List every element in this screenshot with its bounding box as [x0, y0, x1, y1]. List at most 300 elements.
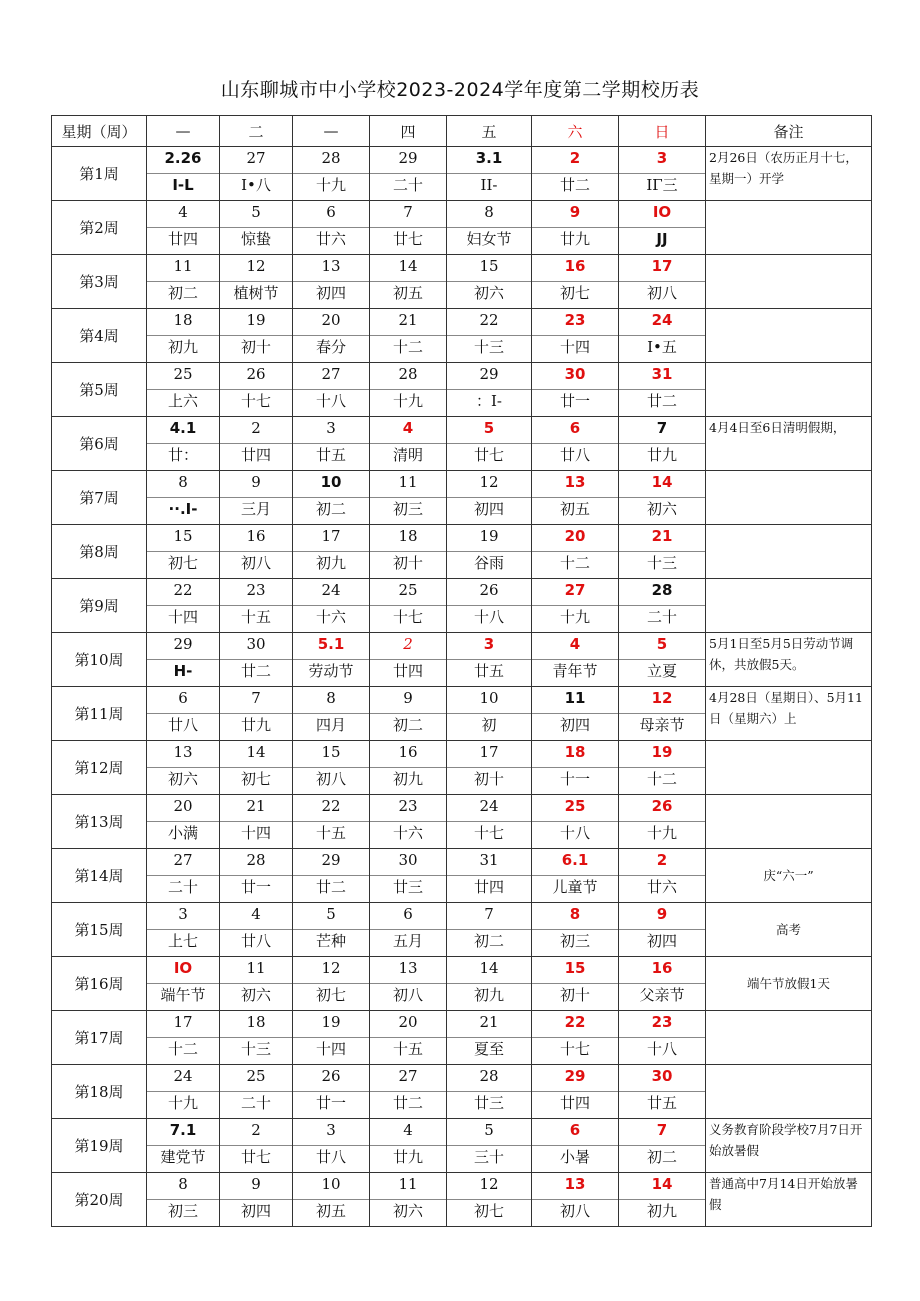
- day-cell: [370, 795, 447, 849]
- week-row: [52, 1119, 872, 1173]
- week-row: [52, 633, 872, 687]
- week-label: 第1周: [52, 147, 147, 201]
- week-label: 第9周: [52, 579, 147, 633]
- day-cell: [532, 903, 619, 957]
- day-cell: [619, 255, 706, 309]
- day-cell: [619, 1173, 706, 1227]
- school-calendar-table: [51, 115, 872, 1227]
- lunar-date: 初四: [559, 716, 590, 734]
- lunar-date: 十七: [559, 1040, 590, 1058]
- lunar-date: 初四: [473, 500, 504, 518]
- day-cell: [619, 471, 706, 525]
- day-cell: [220, 903, 293, 957]
- day-cell: [370, 957, 447, 1011]
- day-cell: [447, 309, 532, 363]
- day-cell: [532, 795, 619, 849]
- day-cell: [370, 741, 447, 795]
- lunar-date: 十四: [240, 824, 271, 842]
- solar-date: 30: [619, 1065, 705, 1092]
- solar-date: 8: [147, 1173, 219, 1200]
- lunar-date: 初七: [315, 986, 346, 1004]
- day-cell: [370, 1119, 447, 1173]
- lunar-date: 初八: [392, 986, 423, 1004]
- lunar-date: 十二: [392, 338, 423, 356]
- lunar-date: 十二: [559, 554, 590, 572]
- note-cell: 义务教育阶段学校7月7日开始放暑假: [706, 1119, 872, 1173]
- lunar-date: I-L: [172, 176, 194, 194]
- lunar-date: 十三: [646, 554, 677, 572]
- lunar-date: 初: [481, 716, 497, 734]
- solar-date: 28: [370, 363, 446, 390]
- day-cell: [293, 255, 370, 309]
- note-cell: [706, 579, 872, 633]
- day-cell: [447, 579, 532, 633]
- day-cell: [147, 849, 220, 903]
- day-cell: [370, 201, 447, 255]
- lunar-date: 廿五: [315, 446, 346, 464]
- day-cell: [147, 957, 220, 1011]
- day-cell: [532, 147, 619, 201]
- day-cell: [447, 363, 532, 417]
- solar-date: 16: [619, 957, 705, 984]
- lunar-date: 夏至: [473, 1040, 504, 1058]
- day-cell: [147, 579, 220, 633]
- lunar-date: 十七: [392, 608, 423, 626]
- day-cell: [532, 1173, 619, 1227]
- week-row: [52, 471, 872, 525]
- lunar-date: 三月: [240, 500, 271, 518]
- lunar-date: 四月: [315, 716, 346, 734]
- solar-date: 5.1: [293, 633, 369, 660]
- day-cell: [370, 147, 447, 201]
- solar-date: 18: [370, 525, 446, 552]
- day-cell: [447, 903, 532, 957]
- solar-date: 9: [532, 201, 618, 228]
- lunar-date: 廿九: [392, 1148, 423, 1166]
- day-cell: [370, 849, 447, 903]
- solar-date: 29: [532, 1065, 618, 1092]
- solar-date: 13: [532, 471, 618, 498]
- week-row: [52, 1173, 872, 1227]
- day-cell: [370, 687, 447, 741]
- lunar-date: 二十: [240, 1094, 271, 1112]
- day-cell: [220, 255, 293, 309]
- day-cell: [532, 633, 619, 687]
- lunar-date: 初十: [240, 338, 271, 356]
- day-cell: [220, 417, 293, 471]
- note-cell: 普通高中7月14日开始放暑假: [706, 1173, 872, 1227]
- week-column-header: 星期（周）: [52, 116, 147, 147]
- lunar-date: 初九: [167, 338, 198, 356]
- lunar-date: 初十: [473, 770, 504, 788]
- lunar-date: 初四: [315, 284, 346, 302]
- lunar-date: 廿：: [167, 446, 198, 464]
- day-cell: [370, 903, 447, 957]
- solar-date: 9: [220, 471, 292, 498]
- solar-date: 12: [220, 255, 292, 282]
- lunar-date: 十四: [315, 1040, 346, 1058]
- solar-date: IO: [619, 201, 705, 228]
- week-label: 第16周: [52, 957, 147, 1011]
- lunar-date: 初十: [559, 986, 590, 1004]
- day-cell: [619, 579, 706, 633]
- week-label: 第19周: [52, 1119, 147, 1173]
- day-cell: [147, 201, 220, 255]
- solar-date: 11: [147, 255, 219, 282]
- solar-date: 25: [370, 579, 446, 606]
- lunar-date: II-: [480, 176, 498, 194]
- week-label: 第10周: [52, 633, 147, 687]
- lunar-date: 初七: [240, 770, 271, 788]
- lunar-date: 廿四: [392, 662, 423, 680]
- lunar-date: 初二: [167, 284, 198, 302]
- day-cell: [532, 417, 619, 471]
- lunar-date: 初七: [559, 284, 590, 302]
- solar-date: 27: [293, 363, 369, 390]
- solar-date: 2: [220, 1119, 292, 1146]
- week-row: [52, 1065, 872, 1119]
- week-row: [52, 579, 872, 633]
- lunar-date: 初九: [473, 986, 504, 1004]
- solar-date: 26: [619, 795, 705, 822]
- lunar-date: 十一: [559, 770, 590, 788]
- note-cell: [706, 1065, 872, 1119]
- day-cell: [532, 741, 619, 795]
- day-cell: [147, 903, 220, 957]
- day-cell: [147, 633, 220, 687]
- solar-date: 24: [447, 795, 531, 822]
- lunar-date: 初四: [240, 1202, 271, 1220]
- day-cell: [619, 309, 706, 363]
- day-cell: [293, 1011, 370, 1065]
- day-cell: [370, 309, 447, 363]
- lunar-date: 廿五: [473, 662, 504, 680]
- lunar-date: 二十: [167, 878, 198, 896]
- lunar-date: 上六: [167, 392, 198, 410]
- solar-date: 13: [293, 255, 369, 282]
- day-cell: [293, 579, 370, 633]
- lunar-date: 儿童节: [552, 878, 598, 896]
- lunar-date: 十六: [315, 608, 346, 626]
- lunar-date: ：I-: [476, 392, 502, 410]
- week-row: [52, 363, 872, 417]
- solar-date: 27: [220, 147, 292, 174]
- day-cell: [147, 741, 220, 795]
- solar-date: 10: [447, 687, 531, 714]
- lunar-date: 十九: [315, 176, 346, 194]
- solar-date: 28: [447, 1065, 531, 1092]
- solar-date: 11: [370, 1173, 446, 1200]
- day-cell: [370, 363, 447, 417]
- lunar-date: 初三: [167, 1202, 198, 1220]
- note-cell: [706, 1011, 872, 1065]
- solar-date: 7: [619, 417, 705, 444]
- lunar-date: 十八: [646, 1040, 677, 1058]
- solar-date: 9: [220, 1173, 292, 1200]
- day-cell: [447, 147, 532, 201]
- header-row: [52, 116, 872, 147]
- day-cell: [447, 1065, 532, 1119]
- lunar-date: 初九: [392, 770, 423, 788]
- solar-date: 29: [147, 633, 219, 660]
- solar-date: 27: [147, 849, 219, 876]
- day-cell: [293, 633, 370, 687]
- lunar-date: 初六: [167, 770, 198, 788]
- day-cell: [447, 525, 532, 579]
- day-header-wed: —: [293, 116, 370, 147]
- solar-date: 3: [293, 417, 369, 444]
- solar-date: 17: [447, 741, 531, 768]
- lunar-date: 十二: [167, 1040, 198, 1058]
- solar-date: 7: [447, 903, 531, 930]
- note-cell: 庆“六一”: [706, 849, 872, 903]
- lunar-date: 十九: [559, 608, 590, 626]
- lunar-date: 廿二: [240, 662, 271, 680]
- day-cell: [293, 1065, 370, 1119]
- solar-date: 3: [293, 1119, 369, 1146]
- solar-date: 4: [370, 417, 446, 444]
- notes-header: 备注: [706, 116, 872, 147]
- lunar-date: I•五: [647, 338, 677, 356]
- day-cell: [147, 1065, 220, 1119]
- lunar-date: 初六: [240, 986, 271, 1004]
- solar-date: 14: [619, 471, 705, 498]
- solar-date: 17: [293, 525, 369, 552]
- day-cell: [447, 633, 532, 687]
- solar-date: 4: [220, 903, 292, 930]
- lunar-date: 初八: [240, 554, 271, 572]
- note-cell: 端午节放假1天: [706, 957, 872, 1011]
- lunar-date: 初六: [392, 1202, 423, 1220]
- day-cell: [220, 579, 293, 633]
- solar-date: 6: [293, 201, 369, 228]
- solar-date: 22: [532, 1011, 618, 1038]
- week-label: 第3周: [52, 255, 147, 309]
- solar-date: 21: [619, 525, 705, 552]
- lunar-date: 十九: [646, 824, 677, 842]
- solar-date: 5: [293, 903, 369, 930]
- day-cell: [532, 471, 619, 525]
- solar-date: 21: [447, 1011, 531, 1038]
- week-label: 第13周: [52, 795, 147, 849]
- solar-date: 13: [147, 741, 219, 768]
- lunar-date: 廿一: [315, 1094, 346, 1112]
- lunar-date: 初二: [315, 500, 346, 518]
- lunar-date: 十五: [240, 608, 271, 626]
- day-cell: [293, 1119, 370, 1173]
- day-cell: [293, 849, 370, 903]
- lunar-date: 青年节: [552, 662, 598, 680]
- lunar-date: 初三: [559, 932, 590, 950]
- day-cell: [147, 309, 220, 363]
- solar-date: 6.1: [532, 849, 618, 876]
- lunar-date: 初九: [646, 1202, 677, 1220]
- day-cell: [220, 201, 293, 255]
- day-cell: [532, 525, 619, 579]
- note-cell: 2月26日（农历正月十七，星期一）开学: [706, 147, 872, 201]
- solar-date: 29: [447, 363, 531, 390]
- week-row: [52, 201, 872, 255]
- solar-date: 4: [147, 201, 219, 228]
- day-cell: [532, 309, 619, 363]
- lunar-date: 十七: [240, 392, 271, 410]
- lunar-date: 妇女节: [466, 230, 512, 248]
- week-row: [52, 417, 872, 471]
- day-header-sun: 日: [619, 116, 706, 147]
- week-row: [52, 147, 872, 201]
- solar-date: 4: [532, 633, 618, 660]
- solar-date: 6: [147, 687, 219, 714]
- solar-date: 5: [220, 201, 292, 228]
- day-cell: [447, 1173, 532, 1227]
- week-label: 第15周: [52, 903, 147, 957]
- lunar-date: 廿九: [646, 446, 677, 464]
- note-cell: [706, 309, 872, 363]
- week-label: 第18周: [52, 1065, 147, 1119]
- lunar-date: 初五: [559, 500, 590, 518]
- day-cell: [370, 579, 447, 633]
- week-label: 第17周: [52, 1011, 147, 1065]
- solar-date: 23: [619, 1011, 705, 1038]
- week-label: 第8周: [52, 525, 147, 579]
- day-cell: [147, 525, 220, 579]
- note-cell: [706, 741, 872, 795]
- day-cell: [619, 363, 706, 417]
- solar-date: 18: [147, 309, 219, 336]
- solar-date: 5: [619, 633, 705, 660]
- day-cell: [293, 525, 370, 579]
- day-cell: [293, 471, 370, 525]
- week-row: [52, 1011, 872, 1065]
- lunar-date: 廿四: [240, 446, 271, 464]
- day-cell: [370, 633, 447, 687]
- solar-date: 25: [147, 363, 219, 390]
- solar-date: 12: [447, 1173, 531, 1200]
- lunar-date: 初七: [167, 554, 198, 572]
- lunar-date: 春分: [315, 338, 346, 356]
- lunar-date: 十二: [646, 770, 677, 788]
- day-cell: [147, 417, 220, 471]
- solar-date: 14: [220, 741, 292, 768]
- note-cell: 4月28日（星期日）、5月11日（星期六）上: [706, 687, 872, 741]
- page-title: 山东聊城市中小学校2023-2024学年度第二学期校历表: [220, 79, 700, 101]
- lunar-date: 初二: [473, 932, 504, 950]
- lunar-date: 清明: [392, 446, 423, 464]
- solar-date: 13: [532, 1173, 618, 1200]
- solar-date: 20: [532, 525, 618, 552]
- lunar-date: 廿二: [392, 1094, 423, 1112]
- day-cell: [619, 957, 706, 1011]
- solar-date: 2: [370, 633, 446, 660]
- day-cell: [147, 1119, 220, 1173]
- lunar-date: 廿六: [315, 230, 346, 248]
- day-cell: [447, 795, 532, 849]
- week-label: 第5周: [52, 363, 147, 417]
- solar-date: 3: [147, 903, 219, 930]
- day-cell: [220, 957, 293, 1011]
- lunar-date: 廿八: [167, 716, 198, 734]
- solar-date: 11: [370, 471, 446, 498]
- solar-date: 3: [619, 147, 705, 174]
- solar-date: 28: [619, 579, 705, 606]
- lunar-date: 小满: [167, 824, 198, 842]
- day-cell: [532, 1011, 619, 1065]
- day-cell: [293, 741, 370, 795]
- solar-date: 8: [447, 201, 531, 228]
- day-cell: [293, 363, 370, 417]
- lunar-date: 十八: [315, 392, 346, 410]
- day-cell: [619, 795, 706, 849]
- solar-date: 15: [447, 255, 531, 282]
- day-cell: [532, 201, 619, 255]
- solar-date: 24: [293, 579, 369, 606]
- day-cell: [532, 255, 619, 309]
- solar-date: 14: [619, 1173, 705, 1200]
- solar-date: 2: [220, 417, 292, 444]
- note-cell: [706, 525, 872, 579]
- lunar-date: 廿七: [240, 1148, 271, 1166]
- lunar-date: 谷雨: [473, 554, 504, 572]
- day-cell: [370, 525, 447, 579]
- solar-date: 18: [532, 741, 618, 768]
- week-row: [52, 255, 872, 309]
- solar-date: 18: [220, 1011, 292, 1038]
- day-cell: [220, 1065, 293, 1119]
- day-header-thu: 四: [370, 116, 447, 147]
- day-header-tue: 二: [220, 116, 293, 147]
- lunar-date: 立夏: [646, 662, 677, 680]
- solar-date: 7: [220, 687, 292, 714]
- day-cell: [147, 1011, 220, 1065]
- lunar-date: 十三: [240, 1040, 271, 1058]
- lunar-date: 廿四: [167, 230, 198, 248]
- solar-date: 12: [293, 957, 369, 984]
- solar-date: 14: [447, 957, 531, 984]
- solar-date: 9: [370, 687, 446, 714]
- day-cell: [447, 201, 532, 255]
- day-cell: [220, 795, 293, 849]
- lunar-date: 端午节: [160, 986, 206, 1004]
- week-row: [52, 309, 872, 363]
- day-cell: [447, 687, 532, 741]
- solar-date: 17: [619, 255, 705, 282]
- solar-date: 21: [370, 309, 446, 336]
- solar-date: 5: [447, 1119, 531, 1146]
- day-cell: [220, 1173, 293, 1227]
- day-cell: [220, 741, 293, 795]
- solar-date: 8: [532, 903, 618, 930]
- lunar-date: 廿三: [473, 1094, 504, 1112]
- solar-date: 19: [447, 525, 531, 552]
- day-cell: [619, 687, 706, 741]
- solar-date: 9: [619, 903, 705, 930]
- day-cell: [220, 363, 293, 417]
- lunar-date: 廿七: [392, 230, 423, 248]
- day-cell: [447, 471, 532, 525]
- lunar-date: 十七: [473, 824, 504, 842]
- lunar-date: 廿九: [240, 716, 271, 734]
- day-cell: [370, 255, 447, 309]
- solar-date: 28: [293, 147, 369, 174]
- note-cell: 4月4日至6日清明假期，: [706, 417, 872, 471]
- lunar-date: 廿九: [559, 230, 590, 248]
- solar-date: 25: [532, 795, 618, 822]
- solar-date: 24: [619, 309, 705, 336]
- lunar-date: 初八: [646, 284, 677, 302]
- lunar-date: 十八: [559, 824, 590, 842]
- day-header-mon: —: [147, 116, 220, 147]
- lunar-date: 初二: [646, 1148, 677, 1166]
